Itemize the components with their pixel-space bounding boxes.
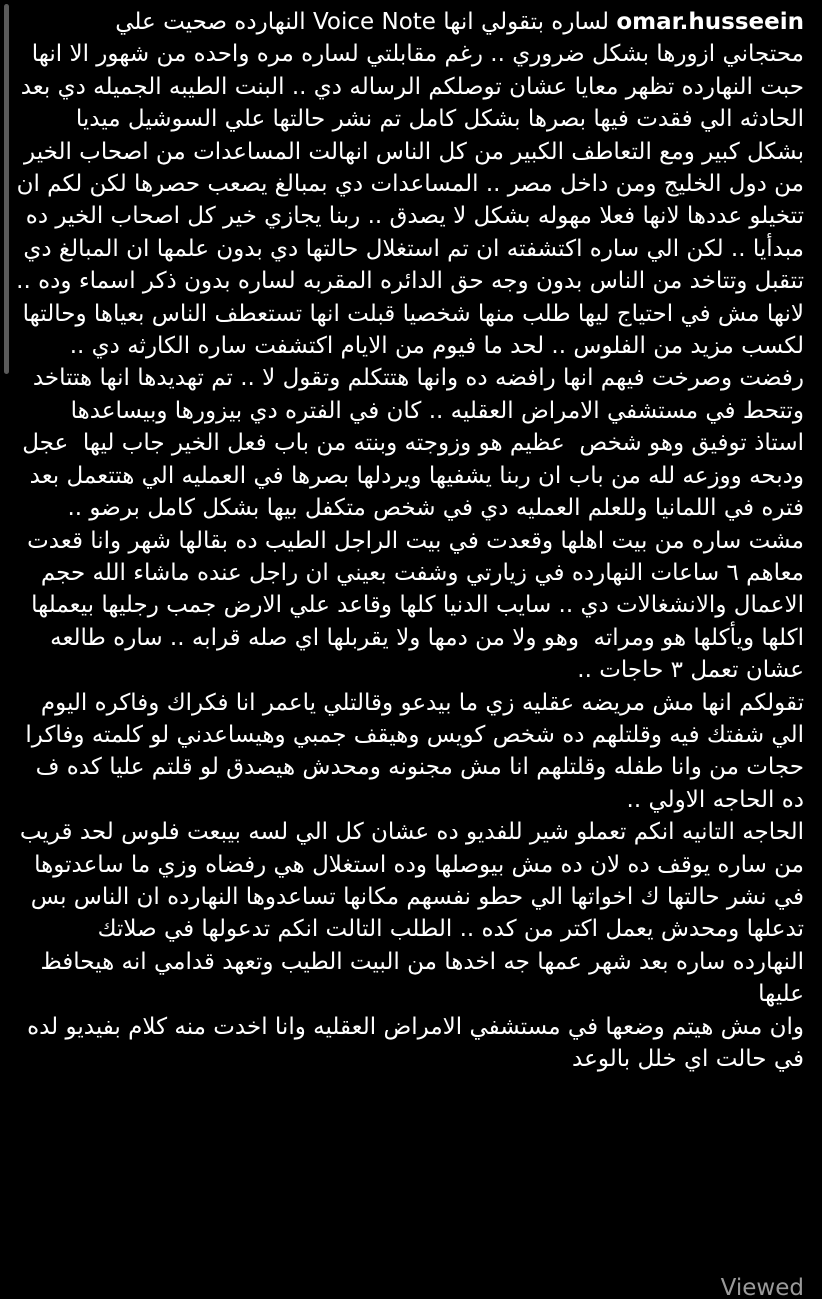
username-label[interactable]: omar.husseein: [616, 9, 804, 35]
view-count-label: Viewed: [720, 1275, 804, 1299]
caption-paragraph-2: تقولكم انها مش مريضه عقليه زي ما بيدعو وقالتلي ياعمر انا فكراك وفاكره اليوم الي شفتك فيه وقلتلهم ده شخص كويس وهيقف جمبي وهيساعدني لو كلمته وفاكرا حجات من وانا طفله وقلتلهم انا مش مجنونه ومحدش هيصدق لو قلتم عليا كده ف ده الحاجه الاولي ..: [18, 689, 804, 813]
caption-paragraph-3: الحاجه التانيه انكم تعملو شير للفديو ده عشان كل الي لسه بيبعت فلوس لحد قريب من ساره يوقف ده لان ده مش بيوصلها وده استغلال هي رفضاه وزي ما ساعدتوها في نشر حالتها ك اخواتها الي حطو نفسهم مكانها تساعدوها النهارده ان الناس بس تدعلها ومحدش يعمل اكتر من كده .. الطلب التالت انكم تدعولها في صلاتك: [12, 819, 804, 943]
caption-first-line: لساره بتقولي انها Voice Note النهارده صحيت علي: [115, 9, 617, 35]
scrollbar-thumb[interactable]: [4, 4, 9, 374]
caption-paragraph-4: النهارده ساره بعد شهر عمها جه اخدها من البيت الطيب وتعهد قدامي انه هيحافظ عليها: [33, 948, 804, 1008]
vertical-scrollbar[interactable]: [4, 0, 9, 1299]
caption-block: [14, 6, 804, 38]
caption-paragraph-1: محتجاني ازورها بشكل ضروري .. رغم مقابلتي لساره مره واحده من شهور الا انها حبت النهارده تظهر معايا عشان توصلكم الرساله دي .. البنت الطيبه الجميله دي بعد الحادثه الي فقدت فيها بصرها بشكل كامل تم نشر حالتها علي السوشيل ميديا بشكل كبير ومع التعاطف الكبير من كل الناس انهالت المساعدات من اصحاب الخير من دول الخليج ومن داخل مصر .. المساعدات دي بمبالغ يصعب حصرها لكن لكم ان تتخيلو عددها لانها فعلا مهوله بشكل لا يصدق .. ربنا يجازي خير كل اصحاب الخير ده مبدأيا .. لكن الي ساره اكتشفته ان تم استغلال حالتها دي بدون علمها ان المبالغ دي تتقبل وتتاخد من الناس بدون وجه حق الدائره المقربه لساره بدون ذكر اسماء وده .. لانها مش في احتياج ليها طلب منها شخصيا قبلت انها تستعطف الناس بعياها وحالتها لكسب مزيد من الفلوس .. لحد ما فيوم من الايام اكتشفت ساره الكارثه دي .. رفضت وصرخت فيهم انها رافضه ده وانها هتتكلم وتقول لا .. تم تهديدها انها هتتاخد وتتحط في مستشفي الامراض العقليه .. كان في الفتره دي بيزورها وبيساعدها استاذ توفيق وهو شخص عظيم هو وزوجته وبنته من باب فعل الخير جاب ليها عجل ودبحه ووزعه لله من باب ان ربنا يشفيها ويردلها بصرها في العمليه الي هتتعمل بعد فتره في اللمانيا وللعلم العمليه دي في شخص متكفل بيها بشكل كامل برضو .. مشت ساره من بيت اهلها وقعدت في بيت الراجل الطيب ده بقالها شهر وانا قعدت معاهم ٦ ساعات النهارده في زيارتي وشفت بعيني ان راجل عنده ماشاء الله حجم الاعمال والانشغالات دي .. سايب الدنيا كلها وقاعد علي الارض جمب رجليها بيعملها اكلها ويأكلها هو ومراته وهو ولا من دمها ولا يقربلها اي صله قرابه .. ساره طالعه عشان تعمل ٣ حاجات ..: [8, 41, 804, 684]
caption-paragraph-5: وان مش هيتم وضعها في مستشفي الامراض العقليه وانا اخدت منه كلام بفيديو لده في حالت اي خلل بالوعد: [19, 1013, 804, 1072]
